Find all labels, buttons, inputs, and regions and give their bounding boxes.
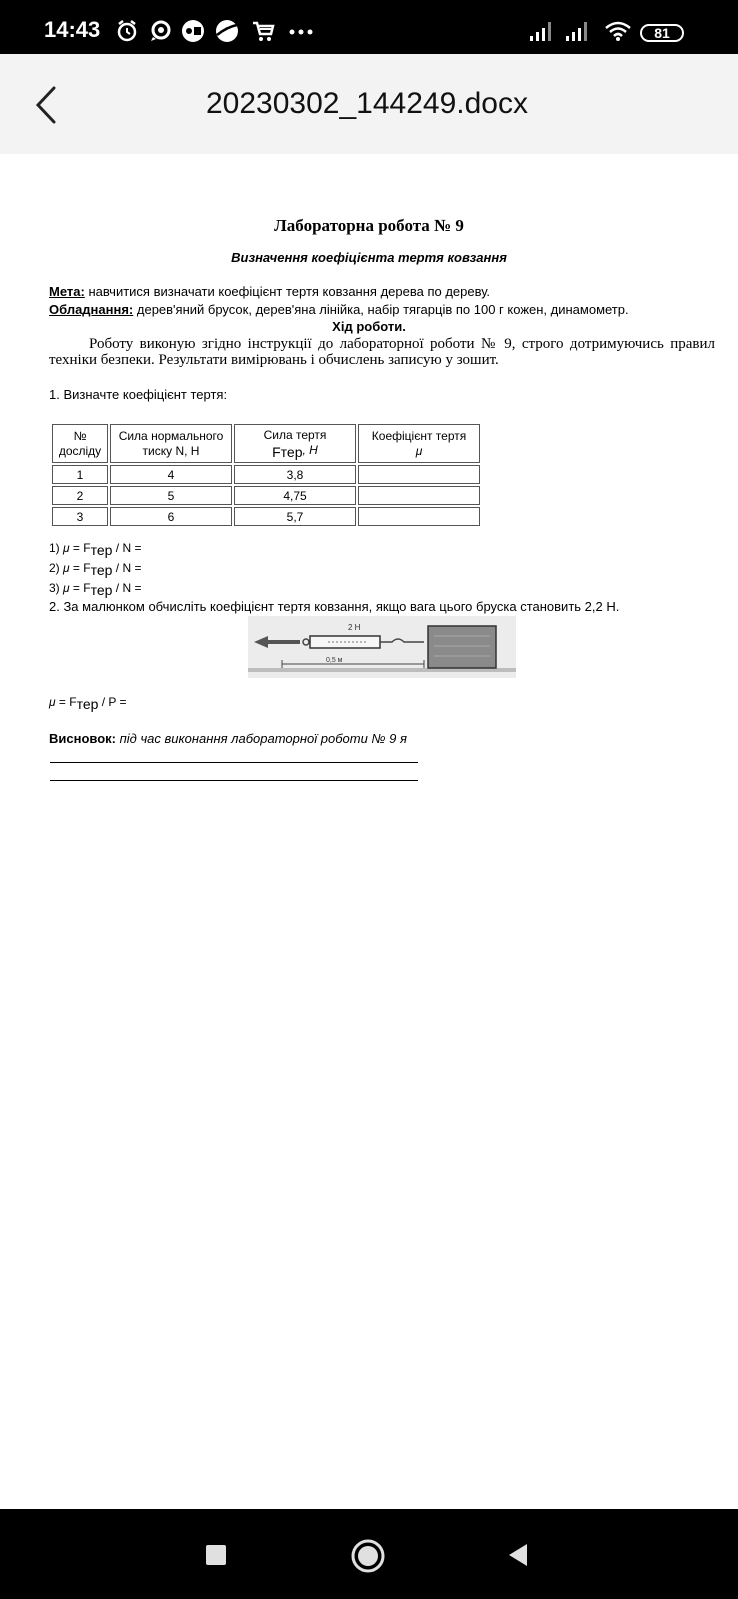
table-cell: 1 <box>52 465 108 484</box>
distance-label: 0,5 м <box>326 657 343 664</box>
back-arrow-icon[interactable] <box>28 80 68 130</box>
goal-text: навчитися визначати коефіцієнт тертя ковзання дерева по дереву. <box>84 284 491 299</box>
formula-sub: тер <box>90 542 113 558</box>
friction-unit: , H <box>302 442 318 457</box>
friction-force-header: Сила тертя <box>263 427 327 442</box>
formula-prefix: 3) <box>49 581 64 595</box>
conclusion-label: Висновок: <box>49 731 116 746</box>
table-cell: 4 <box>110 465 232 484</box>
task2-text: 2. За малюнком обчисліть коефіцієнт тертя ковзання, якщо вага цього бруска становить 2,2 Н. <box>49 599 620 614</box>
formula-rest: / N = <box>112 561 142 575</box>
table-header-cell <box>358 424 480 463</box>
battery-icon: 81 <box>640 24 684 42</box>
formula-rest: / N = <box>112 541 142 555</box>
formula-sub: тер <box>90 582 113 598</box>
formula-eq: = F <box>69 561 91 575</box>
formula-eq: = F <box>55 695 77 709</box>
cart-icon <box>251 19 275 43</box>
results-table <box>50 422 482 528</box>
table-cell <box>358 465 480 484</box>
alarm-icon <box>116 19 138 43</box>
procedure-paragraph: Роботу виконую згідно інструкції до лабораторної роботи № 9, строго дотримуючись правил техніки безпеки. Результати вимірювань і обчислень записую у зошит. <box>49 336 715 368</box>
friction-symbol: Fтер <box>272 443 303 460</box>
table-cell: 6 <box>110 507 232 526</box>
mu-symbol: μ <box>49 695 56 709</box>
status-bar <box>0 0 738 54</box>
table-header-cell: Сила нормального тиску N, H <box>110 424 232 463</box>
table-header-row <box>52 424 480 463</box>
recents-square-icon[interactable] <box>205 1544 227 1566</box>
status-time: 14:43 <box>44 17 101 42</box>
table-row <box>52 465 480 484</box>
planet-icon <box>215 19 239 43</box>
equipment-line <box>49 302 629 317</box>
back-triangle-icon[interactable] <box>507 1543 529 1567</box>
wifi-icon <box>604 20 632 42</box>
lab-title: Лабораторна робота № 9 <box>274 216 464 235</box>
record-icon <box>180 19 206 43</box>
mu-symbol: μ <box>415 443 423 458</box>
status-right-icons <box>528 20 698 44</box>
dynamometer-figure <box>248 616 516 678</box>
formula-p-line <box>49 695 127 712</box>
conclusion-line <box>49 731 407 746</box>
document-page <box>0 154 738 1509</box>
table-cell: 3,8 <box>234 465 356 484</box>
answer-line <box>50 780 418 781</box>
table-header-cell: № досліду <box>52 424 108 463</box>
coefficient-header: Коефіцієнт тертя <box>371 428 467 443</box>
mu-symbol: μ <box>63 581 70 595</box>
formula-prefix: 2) <box>49 561 64 575</box>
goal-label: Мета: <box>49 284 85 299</box>
equipment-label: Обладнання: <box>49 302 134 317</box>
app-bar <box>0 54 738 154</box>
formula-sub: тер <box>76 696 99 712</box>
table-header-cell <box>234 424 356 463</box>
formula-sub: тер <box>90 562 113 578</box>
table-cell: 5,7 <box>234 507 356 526</box>
mu-symbol: μ <box>63 541 70 555</box>
navigation-bar <box>0 1509 738 1599</box>
mu-symbol: μ <box>63 561 70 575</box>
table-cell: 5 <box>110 486 232 505</box>
force-label: 2 Н <box>348 623 361 632</box>
chat-icon <box>149 19 173 43</box>
formula-line <box>49 561 141 578</box>
table-cell <box>358 486 480 505</box>
wooden-block <box>428 626 496 668</box>
formula-eq: = F <box>69 541 91 555</box>
conclusion-text: під час виконання лабораторної роботи № 9 я <box>116 731 407 746</box>
table-row <box>52 507 480 526</box>
procedure-heading: Хід роботи. <box>332 319 406 334</box>
table-cell: 4,75 <box>234 486 356 505</box>
goal-line <box>49 284 490 299</box>
more-dots-icon <box>288 19 314 43</box>
signal-icon <box>564 20 592 42</box>
formula-line <box>49 581 141 598</box>
formula-line <box>49 541 141 558</box>
table-cell: 2 <box>52 486 108 505</box>
formula-prefix: 1) <box>49 541 64 555</box>
document-title: 20230302_144249.docx <box>206 87 528 120</box>
table-row <box>52 486 480 505</box>
formula-rest: / P = <box>98 695 127 709</box>
signal-icon <box>528 20 556 42</box>
answer-line <box>50 762 418 763</box>
table-cell: 3 <box>52 507 108 526</box>
task1-text: 1. Визначте коефіцієнт тертя: <box>49 387 228 402</box>
table-cell <box>358 507 480 526</box>
home-circle-icon[interactable] <box>350 1538 386 1574</box>
equipment-text: дерев'яний брусок, дерев'яна лінійка, набір тягарців по 100 г кожен, динамометр. <box>133 302 629 317</box>
lab-subtitle: Визначення коефіцієнта тертя ковзання <box>231 250 507 265</box>
formula-rest: / N = <box>112 581 142 595</box>
formula-eq: = F <box>69 581 91 595</box>
